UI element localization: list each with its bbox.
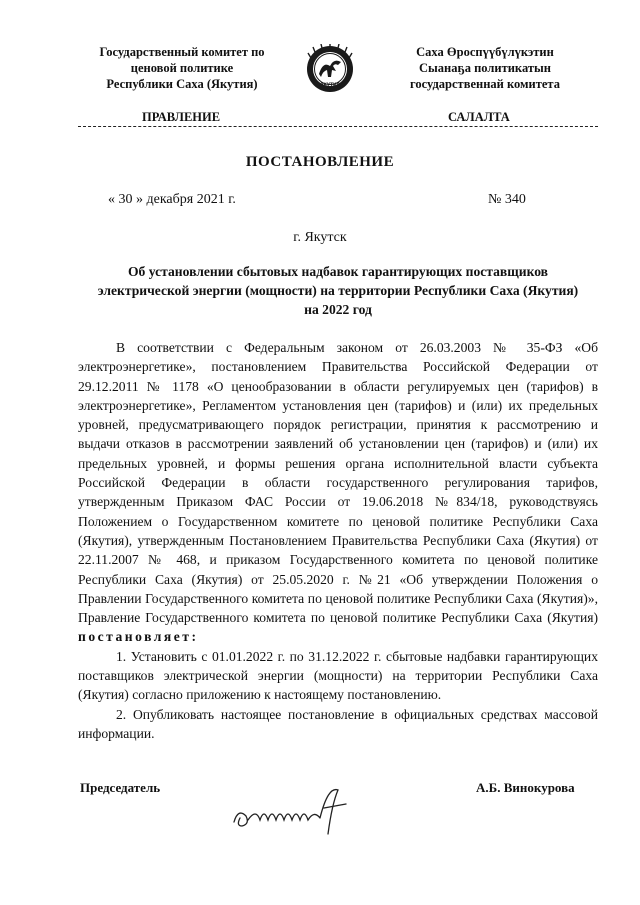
document-number: № 340 (488, 192, 526, 207)
handwritten-signature-icon (228, 782, 368, 844)
header-left-sub: ПРАВЛЕНИЕ (142, 110, 221, 124)
header-right-line-3: государственнай комитета (410, 77, 560, 91)
header-right-org (380, 44, 590, 92)
header-left-line-1: Государственный комитет по (99, 45, 265, 59)
document-title: ПОСТАНОВЛЕНИЕ (245, 154, 395, 170)
decree-item-2: 2. Опубликовать настоящее постановление в официальных средствах массовой информации. (78, 706, 598, 741)
header-right-line-1: Саха Өроспүүбүлүкэтин (416, 45, 554, 59)
header-right-sub: САЛАЛТА (448, 110, 510, 124)
signatory-name: А.Б. Винокурова (476, 780, 575, 795)
document-city: г. Якутск (293, 230, 347, 245)
subject-line-3: на 2022 год (304, 302, 372, 317)
header-left-line-2: ценовой политике (130, 61, 234, 75)
header-right-line-2: Сыанаҕа политикатын (419, 61, 551, 75)
emblem-text: ЯКУТИЯ (320, 82, 340, 87)
signatory-position: Председатель (80, 780, 161, 795)
header-divider (78, 126, 598, 127)
document-body (78, 338, 598, 743)
preamble-text: В соответствии с Федеральным законом от 26.03.2003 № 35-ФЗ «Об электроэнергетике», постановлением Правительства Российской Федерации от 29.12.2011 № 1178 «О ценообразовании в области регулируемых цен (тарифов) в электроэнергетике», Регламентом установления цен (тарифов) и (или) их предельных уровней, предусматривающего порядок регистрации, принятия к рассмотрению и выдачи отказов в рассмотрении заявлений об установлении цен (тарифов) и (или) их предельных уровней, и формы решения органа исполнительной власти субъекта Российской Федерации в области государственного регулирования тарифов, утвержденным Приказом ФАС России от 19.06.2018 №834/18, руководствуясь Положением о Государственном комитете по ценовой политике Республики Саха (Якутия), утвержденным Постановлением Правительства Республики Саха (Якутия) от 22.11.2007 № 468, и приказом Государственного комитета по ценовой политике Республики Саха (Якутия) от 25.05.2020 г. №21 «Об утверждении Положения о Правлении Государственного комитета по ценовой политике Республики Саха (Якутия)», Правление Государственного комитета по ценовой политике Республики Саха (Якутия) (78, 340, 598, 626)
subject-line-1: Об установлении сбытовых надбавок гарантирующих поставщиков (127, 264, 549, 279)
coat-of-arms-icon (305, 44, 355, 94)
subject-line-2: электрической энергии (мощности) на территории Республики Саха (Якутия) (97, 283, 579, 298)
document-date: « 30 » декабря 2021 г. (108, 192, 236, 207)
decree-item-1: 1. Установить с 01.01.2022 г. по 31.12.2022 г. сбытовые надбавки гарантирующих поставщиков электрической энергии (мощности) на территории Республики Саха (Якутия) согласно приложению к настоящему постановлению. (78, 648, 598, 703)
header-left-org (78, 44, 286, 92)
document-subject (78, 262, 598, 319)
preamble-paragraph (78, 338, 598, 647)
decree-word: постановляет: (78, 629, 199, 645)
header-left-line-3: Республики Саха (Якутия) (106, 77, 258, 91)
